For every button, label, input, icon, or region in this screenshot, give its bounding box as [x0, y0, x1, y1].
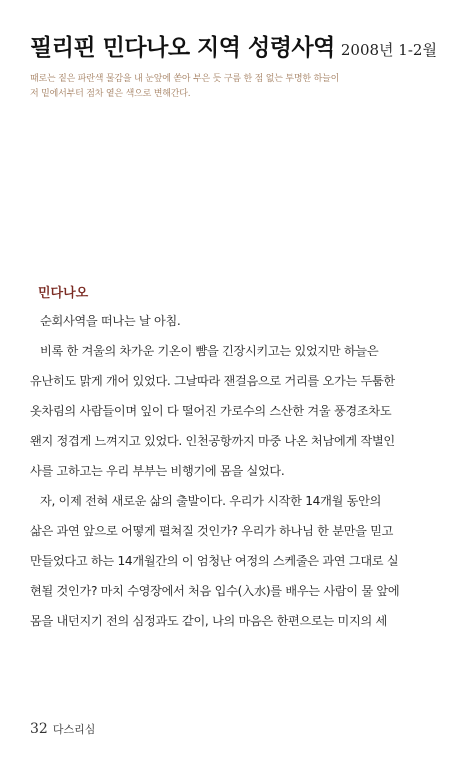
body-line: 비록 한 겨울의 차가운 기온이 뺨을 긴장시키고는 있었지만 하늘은	[40, 344, 379, 358]
page-footer	[30, 718, 95, 737]
page-number: 32	[30, 721, 48, 737]
body-line: 자, 이제 전혀 새로운 삶의 출발이다. 우리가 시작한 14개월 동안의	[40, 494, 382, 508]
body-line: 왠지 정겹게 느껴지고 있었다. 인천공항까지 마중 나온 처남에게 작별인	[30, 434, 395, 448]
article-title-row	[30, 30, 437, 68]
subtitle-line: 때로는 짙은 파란색 물감을 내 눈앞에 쏟아 부은 듯 구름 한 점 없는 투명한 하늘이	[30, 74, 340, 84]
body-line: 몸을 내던지기 전의 심정과도 같이, 나의 마음은 한편으로는 미지의 세	[30, 614, 387, 628]
section-heading: 민다나오	[38, 286, 89, 301]
body-line: 유난히도 맑게 개어 있었다. 그날따라 잰걸음으로 거리를 오가는 두툼한	[30, 374, 395, 388]
body-line: 옷차림의 사람들이며 잎이 다 떨어진 가로수의 스산한 겨울 풍경조차도	[30, 404, 392, 418]
body-line: 만들었다고 하는 14개월간의 이 엄청난 여정의 스케줄은 과연 그대로 실	[30, 554, 399, 568]
article-subtitle	[30, 72, 450, 102]
magazine-name: 다스리심	[52, 723, 96, 736]
article-title: 필리핀 민다나오 지역 성령사역	[30, 35, 335, 61]
subtitle-line: 저 밑에서부터 점차 옅은 색으로 변해간다.	[30, 89, 191, 99]
body-line: 순회사역을 떠나는 날 아침.	[40, 314, 181, 328]
body-line: 사를 고하고는 우리 부부는 비행기에 몸을 실었다.	[30, 464, 285, 478]
body-line: 삶은 과연 앞으로 어떻게 펼쳐질 것인가? 우리가 하나님 한 분만을 믿고	[30, 524, 394, 538]
article-date: 2008년 1-2월	[340, 41, 437, 59]
body-line: 현될 것인가? 마치 수영장에서 처음 입수(入水)를 배우는 사람이 물 앞에	[30, 584, 400, 598]
article-body	[30, 306, 442, 636]
